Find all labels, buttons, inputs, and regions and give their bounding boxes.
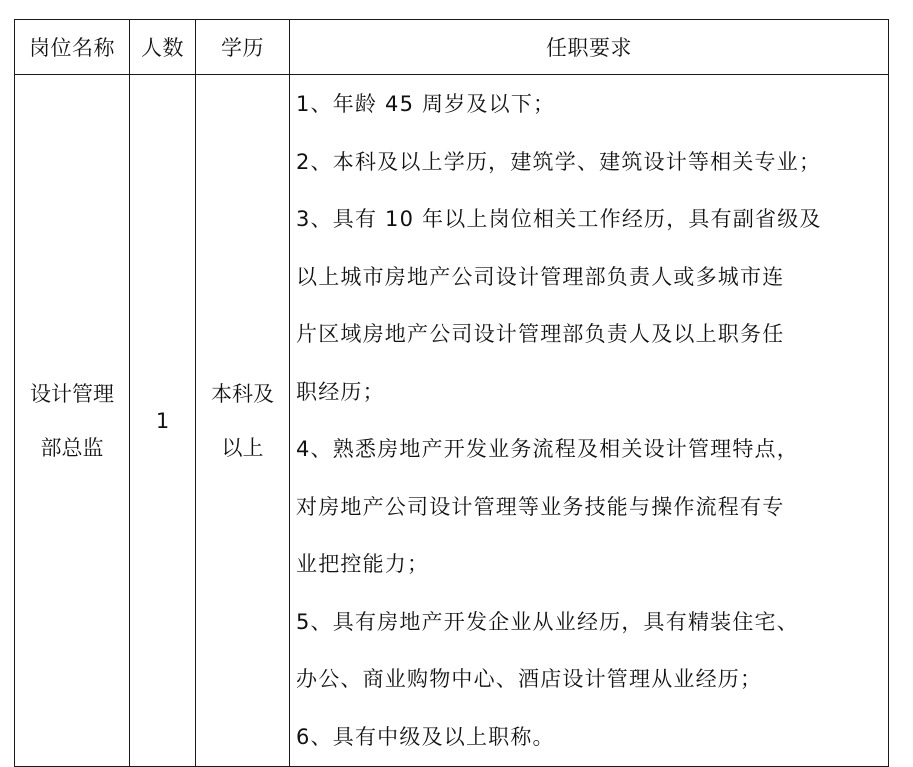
requirement-line: 以上城市房地产公司设计管理部负责人或多城市连 [296,264,785,289]
requirement-line: 5、具有房地产开发企业从业经历，具有精装住宅、 [296,609,799,634]
requirement-line: 片区域房地产公司设计管理部负责人及以上职务任 [296,322,785,346]
header-position-title: 岗位名称 [15,20,130,75]
requirements-list [290,75,888,766]
requirements-cell [290,75,889,767]
position-title-line-2: 部总监 [40,435,104,460]
requirement-line: 职经历； [296,379,385,404]
job-requirements-table [14,19,889,767]
position-title-line-1: 设计管理 [30,381,114,406]
position-title-cell [15,75,130,767]
requirement-line: 对房地产公司设计管理等业务技能与操作流程有专 [296,494,785,519]
requirement-line: 业把控能力； [296,552,430,576]
header-headcount: 人数 [130,20,196,75]
requirement-line: 6、具有中级及以上职称。 [296,724,555,749]
education-cell [196,75,290,767]
requirement-line: 1、年龄 45 周岁及以下； [296,92,556,116]
requirement-line: 3、具有 10 年以上岗位相关工作经历，具有副省级及 [296,207,822,231]
header-education: 学历 [196,20,290,75]
headcount-cell: 1 [130,75,196,767]
table-row [15,75,889,767]
requirement-line: 4、熟悉房地产开发业务流程及相关设计管理特点， [296,437,799,461]
education-line-2: 以上 [221,435,264,460]
table-header-row [15,20,889,75]
requirement-line: 2、本科及以上学历，建筑学、建筑设计等相关专业； [296,149,822,174]
requirement-line: 办公、商业购物中心、酒店设计管理从业经历； [296,667,763,691]
header-requirements: 任职要求 [290,20,889,75]
education-line-1: 本科及 [211,381,274,406]
